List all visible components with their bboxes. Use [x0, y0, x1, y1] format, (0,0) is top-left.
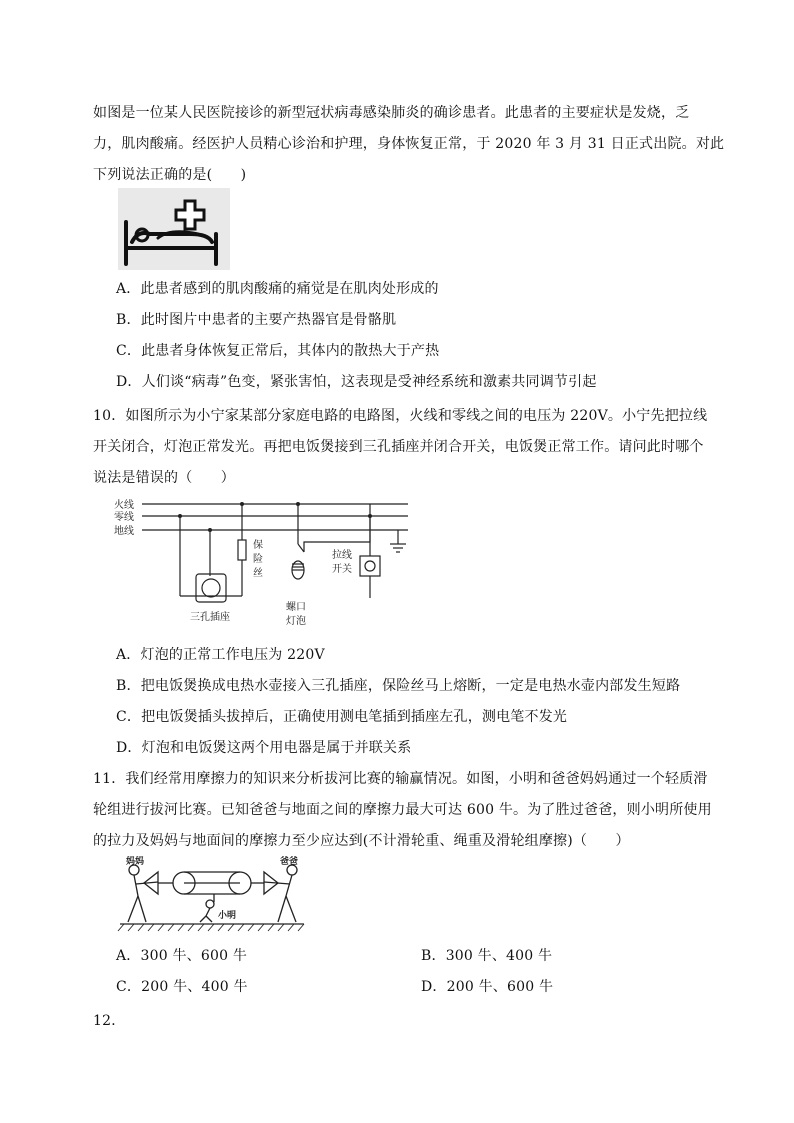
q10-option-a: A．灯泡的正常工作电压为 220V — [116, 647, 325, 663]
q12-number: 12． — [93, 1013, 126, 1029]
circuit-diagram — [108, 492, 418, 632]
q10-stem-line-1: 10．如图所示为小宁家某部分家庭电路的电路图，火线和零线之间的电压为 220V。小宁先把拉线 — [93, 408, 708, 424]
q11-stem-line-2: 轮组进行拔河比赛。已知爸爸与地面之间的摩擦力最大可达 600 牛。为了胜过爸爸，则小明所使用 — [93, 802, 712, 818]
q11-stem-line-1: 11．我们经常用摩擦力的知识来分析拔河比赛的输赢情况。如图，小明和爸爸妈妈通过一个轻质滑 — [93, 771, 708, 787]
q10-option-b: B．把电饭煲换成电热水壶接入三孔插座，保险丝马上熔断，一定是电热水壶内部发生短路 — [116, 678, 681, 694]
dad-figure-icon — [264, 865, 297, 922]
switch-label-2: 开关 — [332, 564, 352, 575]
q9-option-d: D．人们谈“病毒”色变，紧张害怕，这表现是受神经系统和激素共同调节引起 — [116, 374, 597, 390]
fuse-label-2: 险 — [253, 554, 263, 565]
patient-figure — [118, 188, 230, 270]
bulb-label-2: 灯泡 — [286, 616, 306, 627]
q11-option-c: C．200 牛、400 牛 — [116, 979, 248, 995]
pull-switch-icon — [360, 556, 380, 576]
q11-stem-line-3: 的拉力及妈妈与地面间的摩擦力至少应达到(不计滑轮重、绳重及滑轮组摩擦)（ ） — [93, 833, 630, 849]
fuse-label-3: 丝 — [253, 568, 263, 579]
fuse-label-1: 保 — [253, 540, 263, 551]
neutral-wire-label: 零线 — [114, 512, 134, 523]
q9-stem-line-1: 如图是一位某人民医院接诊的新型冠状病毒感染肺炎的确诊患者。此患者的主要症状是发烧，乏 — [93, 105, 690, 121]
socket-label: 三孔插座 — [190, 612, 230, 623]
q10-stem-line-3: 说法是错误的（ ） — [93, 470, 235, 486]
q9-option-c: C．此患者身体恢复正常后，其体内的散热大于产热 — [116, 343, 440, 359]
q9-option-b: B．此时图片中患者的主要产热器官是骨骼肌 — [116, 312, 397, 328]
q11-option-a: A．300 牛、600 牛 — [116, 948, 248, 964]
switch-label-1: 拉线 — [332, 550, 352, 561]
dad-label: 爸爸 — [280, 857, 299, 867]
live-wire-label: 火线 — [114, 500, 134, 511]
fuse-icon — [238, 540, 246, 560]
q11-option-b: B．300 牛、400 牛 — [421, 948, 553, 964]
mom-figure-icon — [128, 865, 158, 922]
xiaoming-label: 小明 — [218, 911, 237, 921]
mom-label: 妈妈 — [126, 857, 145, 867]
q10-option-c: C．把电饭煲插头拔掉后，正确使用测电笔插到插座左孔，测电笔不发光 — [116, 709, 568, 725]
bulb-label-1: 螺口 — [286, 602, 306, 613]
ground-wire-label: 地线 — [114, 526, 134, 537]
q9-stem-line-3: 下列说法正确的是( ) — [93, 167, 247, 183]
q9-option-a: A．此患者感到的肌肉酸痛的痛觉是在肌肉处形成的 — [116, 281, 439, 297]
three-pin-socket-icon — [196, 574, 226, 602]
xiaoming-figure-icon — [200, 900, 214, 922]
q10-option-d: D．灯泡和电饭煲这两个用电器是属于并联关系 — [116, 740, 412, 756]
q10-stem-line-2: 开关闭合，灯泡正常发光。再把电饭煲接到三孔插座并闭合开关，电饭煲正常工作。请问此时哪个 — [93, 439, 704, 455]
q9-stem-line-2: 力，肌肉酸痛。经医护人员精心诊治和护理，身体恢复正常，于 2020 年 3 月 31 日正式出院。对此 — [93, 136, 725, 152]
q11-option-d: D．200 牛、600 牛 — [421, 979, 554, 995]
tug-of-war-figure — [114, 856, 310, 934]
